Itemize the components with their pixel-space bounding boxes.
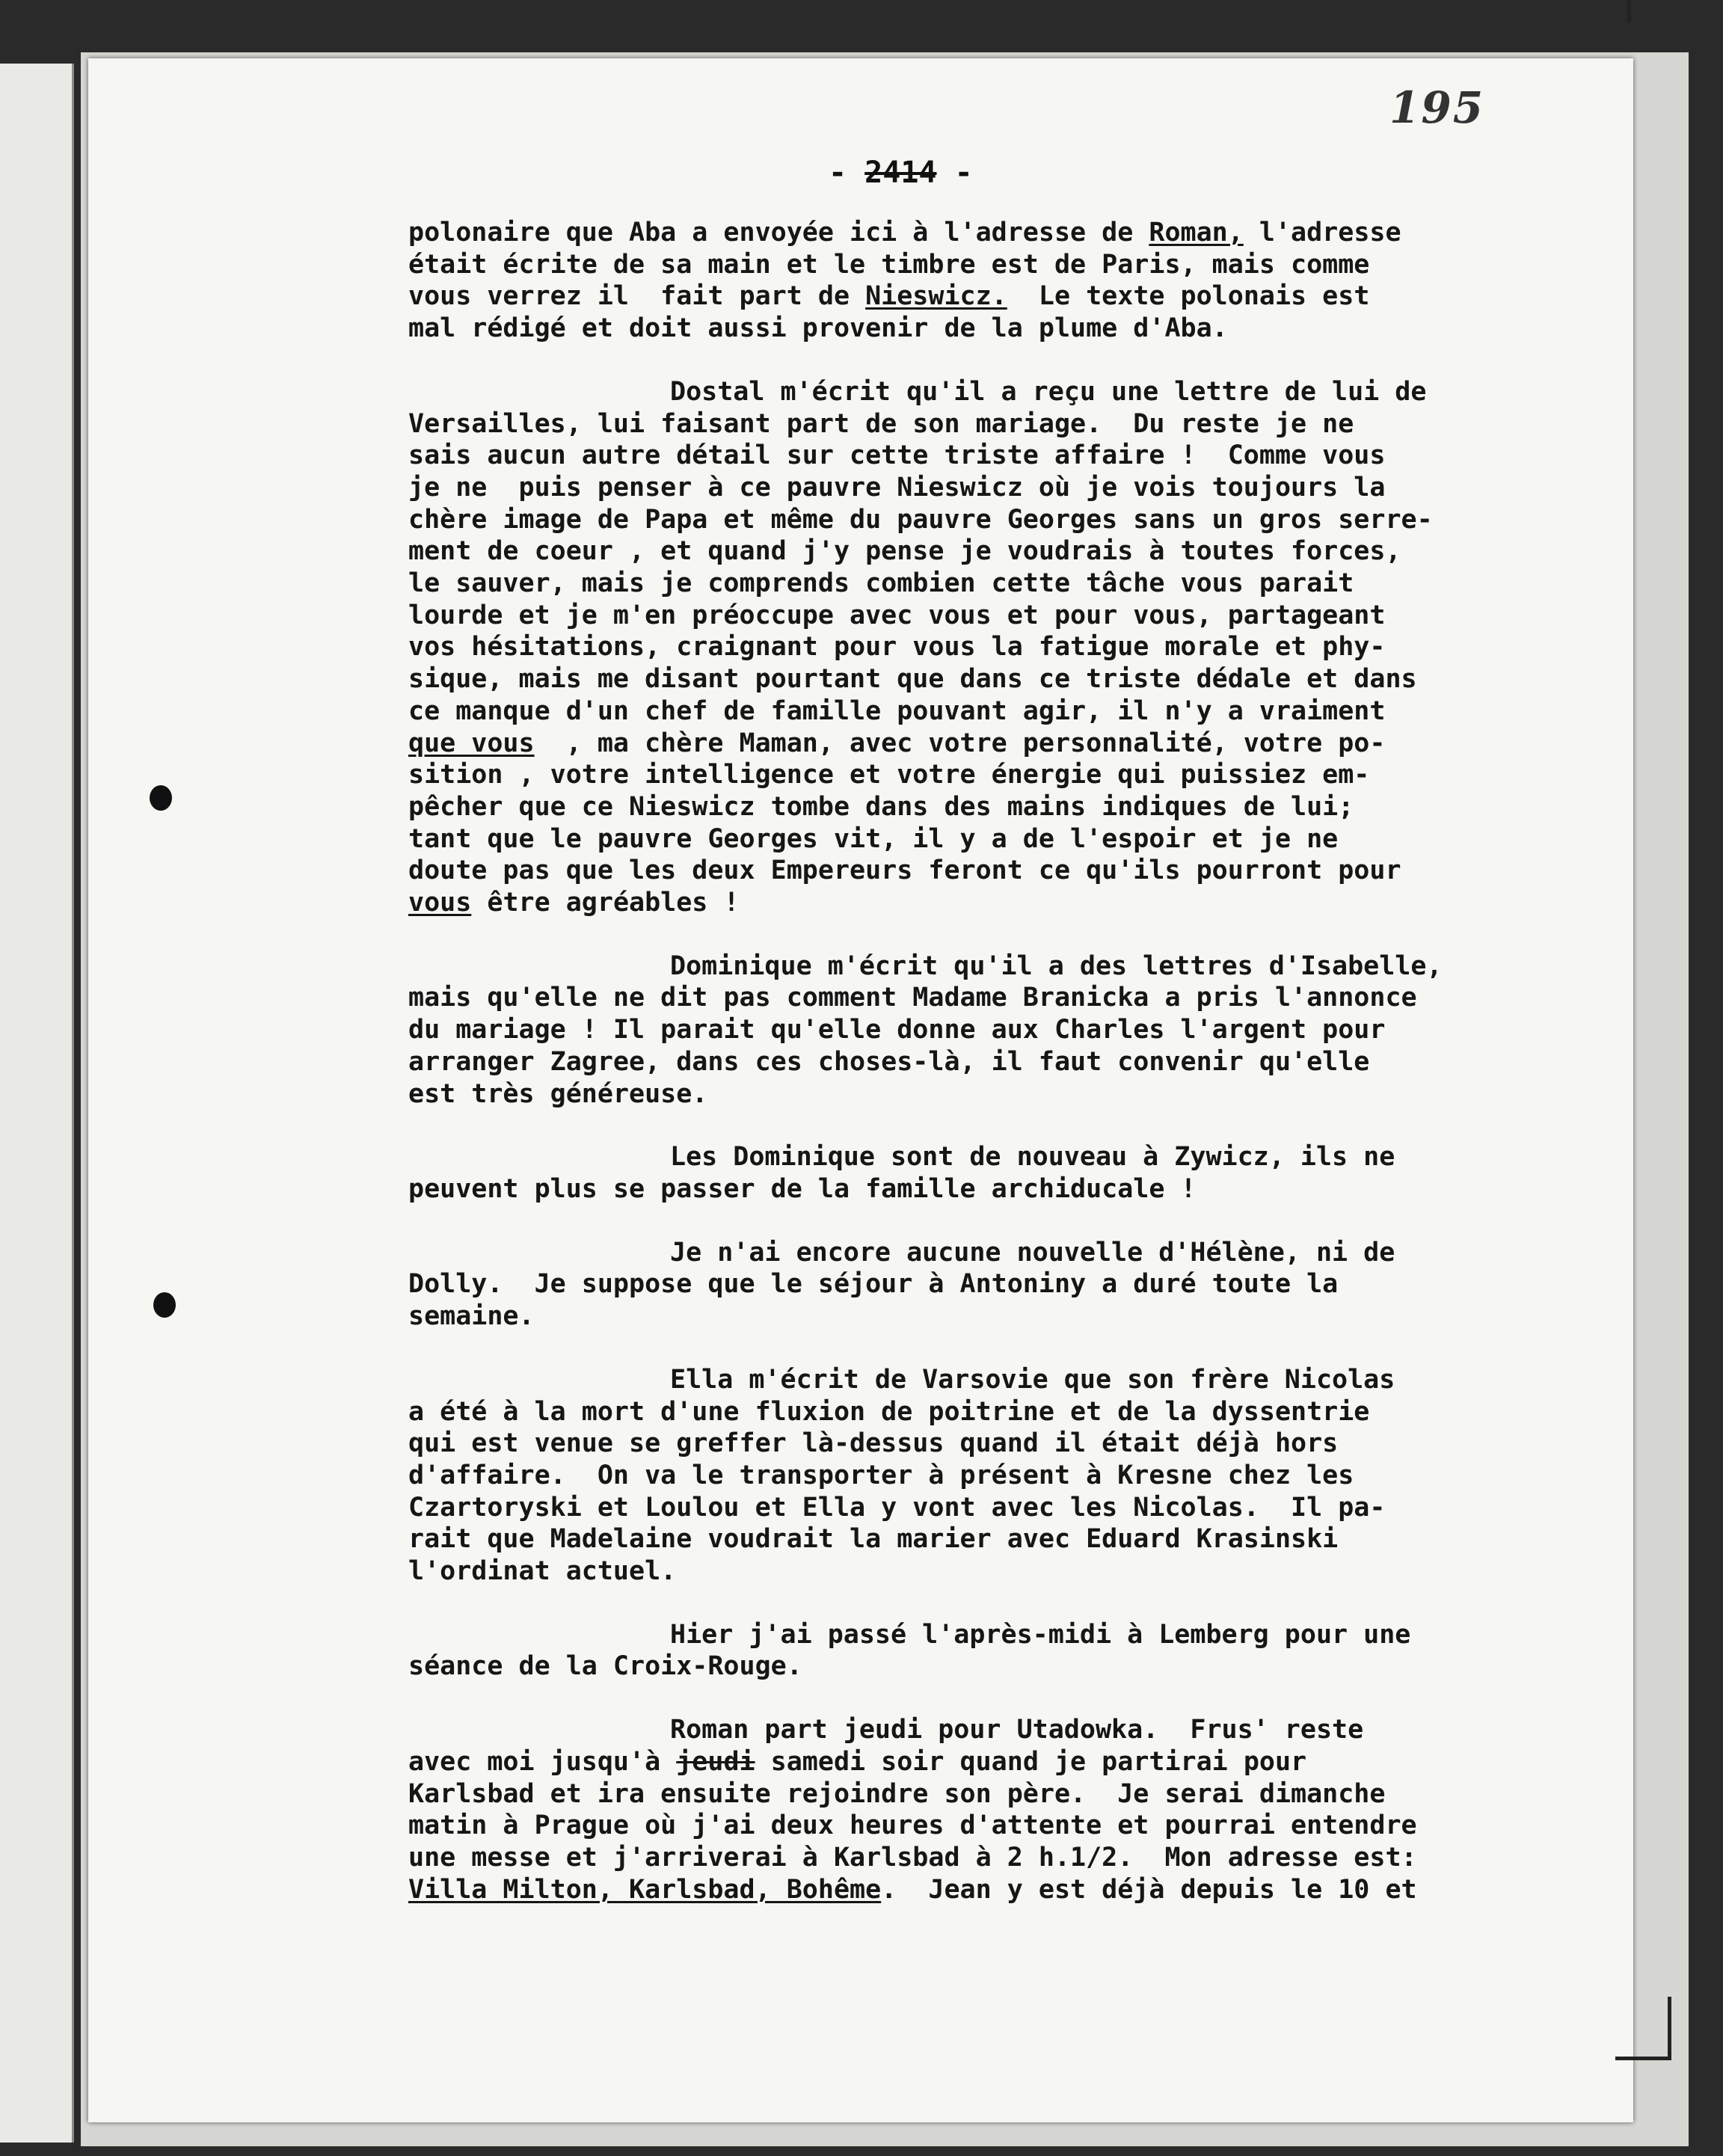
punch-hole [153, 1292, 176, 1318]
text-line [408, 1714, 1695, 1746]
text-line [408, 1874, 1695, 1906]
text-run: être agréables ! [471, 888, 740, 918]
text-line [408, 1078, 1695, 1111]
text-run: lourde et je m'en préoccupe avec vous et pour vous, partageant [408, 600, 1386, 630]
text-run: du mariage ! Il parait qu'elle donne aux Charles l'argent pour [408, 1015, 1386, 1045]
text-run: je ne puis penser à ce pauvre Nieswicz où je vois toujours la [408, 472, 1386, 503]
text-line [408, 376, 1695, 408]
text-line [408, 568, 1695, 600]
underlined-text: Roman, [1149, 218, 1244, 248]
scan-mark [1615, 2057, 1671, 2060]
text-run: qui est venue se greffer là-dessus quand il était déjà hors [408, 1428, 1339, 1459]
text-line [408, 1778, 1695, 1811]
text-run: avec moi jusqu'à [408, 1746, 677, 1777]
text-line [408, 1046, 1695, 1078]
text-line [408, 759, 1695, 791]
text-run: arranger Zagree, dans ces choses-là, il faut convenir qu'elle [408, 1046, 1370, 1077]
text-run: doute pas que les deux Empereurs feront ce qu'ils pourront pour [408, 856, 1401, 886]
text-run: l'ordinat actuel. [408, 1556, 677, 1587]
text-line [408, 440, 1695, 472]
text-run: sais aucun autre détail sur cette triste affaire ! Comme vous [408, 440, 1386, 471]
scan-mark [1627, 0, 1631, 22]
text-run: tant que le pauvre Georges vit, il y a de l'espoir et je ne [408, 823, 1339, 854]
text-run: ce manque d'un chef de famille pouvant agir, il n'y a vraiment [408, 695, 1386, 726]
text-run: Les Dominique sont de nouveau à Zywicz, ils ne [670, 1142, 1395, 1173]
text-line [408, 1619, 1695, 1651]
text-run: le sauver, mais je comprends combien cette tâche vous parait [408, 568, 1354, 599]
text-line [408, 1650, 1695, 1683]
page-number-value: 2414 [864, 156, 937, 190]
text-run: vous verrez il fait part de [408, 281, 866, 312]
text-line [408, 1396, 1695, 1428]
text-run: rait que Madelaine voudrait la marier avec Eduard Krasinski [408, 1524, 1339, 1555]
underlined-text: que vous [408, 728, 535, 758]
text-line [408, 982, 1695, 1014]
text-run: , ma chère Maman, avec votre personnalité, votre po- [534, 728, 1386, 758]
text-run: mal rédigé et doit aussi provenir de la plume d'Aba. [408, 313, 1228, 344]
text-run: . Jean y est déjà depuis le 10 et [881, 1874, 1417, 1905]
text-line [408, 1523, 1695, 1555]
text-run: Czartoryski et Loulou et Ella y vont avec les Nicolas. Il pa- [408, 1492, 1386, 1523]
text-line [408, 249, 1695, 281]
paragraph [408, 1237, 1695, 1333]
letter-body [408, 217, 1695, 1937]
adjacent-page-edge [0, 64, 74, 2143]
underlined-text: vous [408, 888, 472, 918]
paragraph [408, 1619, 1695, 1683]
paragraph [408, 1364, 1695, 1588]
text-line [408, 535, 1695, 568]
text-line [408, 1842, 1695, 1874]
text-run: Versailles, lui faisant part de son mariage. Du reste je ne [408, 408, 1354, 439]
text-line [408, 1492, 1695, 1524]
text-line [408, 217, 1695, 249]
text-line [408, 313, 1695, 345]
text-run: matin à Prague où j'ai deux heures d'attente et pourrai entendre [408, 1811, 1417, 1841]
paragraph [408, 1141, 1695, 1205]
text-line [408, 600, 1695, 632]
text-line [408, 855, 1695, 887]
text-line [408, 823, 1695, 856]
text-run: mais qu'elle ne dit pas comment Madame Branicka a pris l'annonce [408, 983, 1417, 1013]
text-line [408, 1428, 1695, 1460]
text-line [408, 1014, 1695, 1046]
text-run: chère image de Papa et même du pauvre Georges sans un gros serre- [408, 504, 1433, 535]
text-line [408, 1810, 1695, 1842]
text-line [408, 631, 1695, 663]
text-run: Dolly. Je suppose que le séjour à Antoniny a duré toute la [408, 1269, 1339, 1300]
text-run: séance de la Croix-Rouge. [408, 1651, 802, 1682]
text-run: est très généreuse. [408, 1078, 708, 1109]
text-line [408, 791, 1695, 823]
text-run: Karlsbad et ira ensuite rejoindre son père. Je serai dimanche [408, 1778, 1386, 1809]
text-run: était écrite de sa main et le timbre est de Paris, mais comme [408, 249, 1370, 280]
scan-mark [1668, 1997, 1671, 2057]
text-line [408, 950, 1695, 983]
text-run: Le texte polonais est [1007, 281, 1370, 312]
text-run: Hier j'ai passé l'après-midi à Lemberg pour une [670, 1619, 1411, 1650]
text-line [408, 1173, 1695, 1206]
text-run: Roman part jeudi pour Utadowka. Frus' reste [670, 1715, 1364, 1745]
paragraph [408, 950, 1695, 1111]
text-run: sique, mais me disant pourtant que dans ce triste dédale et dans [408, 664, 1417, 695]
text-run: l'adresse [1243, 218, 1401, 248]
text-line [408, 1460, 1695, 1492]
underlined-text: Nieswicz. [865, 281, 1007, 312]
text-run: sition , votre intelligence et votre énergie qui puissiez em- [408, 760, 1370, 790]
text-run: ment de coeur , et quand j'y pense je voudrais à toutes forces, [408, 536, 1401, 567]
text-line [408, 408, 1695, 440]
text-run: d'affaire. On va le transporter à présent à Kresne chez les [408, 1460, 1354, 1490]
text-run: polonaire que Aba a envoyée ici à l'adresse de [408, 218, 1149, 248]
text-line [408, 1555, 1695, 1588]
page-number-prefix: - [829, 156, 865, 190]
underlined-text: Villa Milton, Karlsbad, Bohême [408, 1874, 882, 1905]
text-run: semaine. [408, 1301, 535, 1332]
text-run: peuvent plus se passer de la famille archiducale ! [408, 1173, 1197, 1204]
text-line [408, 280, 1695, 313]
text-line [408, 472, 1695, 504]
text-line [408, 1237, 1695, 1269]
text-run: Ella m'écrit de Varsovie que son frère Nicolas [670, 1364, 1395, 1395]
page-number-suffix: - [936, 156, 973, 190]
text-line [408, 887, 1695, 919]
text-line [408, 1746, 1695, 1778]
text-line [408, 1364, 1695, 1396]
struck-through-text: jeudi [676, 1746, 755, 1777]
paragraph [408, 1714, 1695, 1905]
typewritten-page [88, 58, 1633, 2122]
text-line [408, 728, 1695, 760]
text-run: Dostal m'écrit qu'il a reçu une lettre de lui de [670, 376, 1427, 407]
text-line [408, 695, 1695, 728]
text-run: Dominique m'écrit qu'il a des lettres d'Isabelle, [670, 950, 1443, 981]
text-line [408, 1300, 1695, 1333]
text-run: vos hésitations, craignant pour vous la fatigue morale et phy- [408, 632, 1386, 663]
text-run: a été à la mort d'une fluxion de poitrine et de la dyssentrie [408, 1396, 1370, 1427]
paragraph [408, 217, 1695, 345]
text-run: samedi soir quand je partirai pour [755, 1746, 1307, 1777]
paragraph [408, 376, 1695, 919]
text-line [408, 1141, 1695, 1173]
page-number [829, 156, 973, 190]
text-run: pêcher que ce Nieswicz tombe dans des mains indiques de lui; [408, 791, 1354, 822]
punch-hole [150, 785, 172, 811]
text-line [408, 504, 1695, 536]
text-line [408, 663, 1695, 695]
text-line [408, 1268, 1695, 1300]
text-run: une messe et j'arriverai à Karlsbad à 2 h.1/2. Mon adresse est: [408, 1842, 1417, 1873]
folio-number: 195 [1389, 82, 1485, 133]
text-run: Je n'ai encore aucune nouvelle d'Hélène, ni de [670, 1237, 1395, 1268]
